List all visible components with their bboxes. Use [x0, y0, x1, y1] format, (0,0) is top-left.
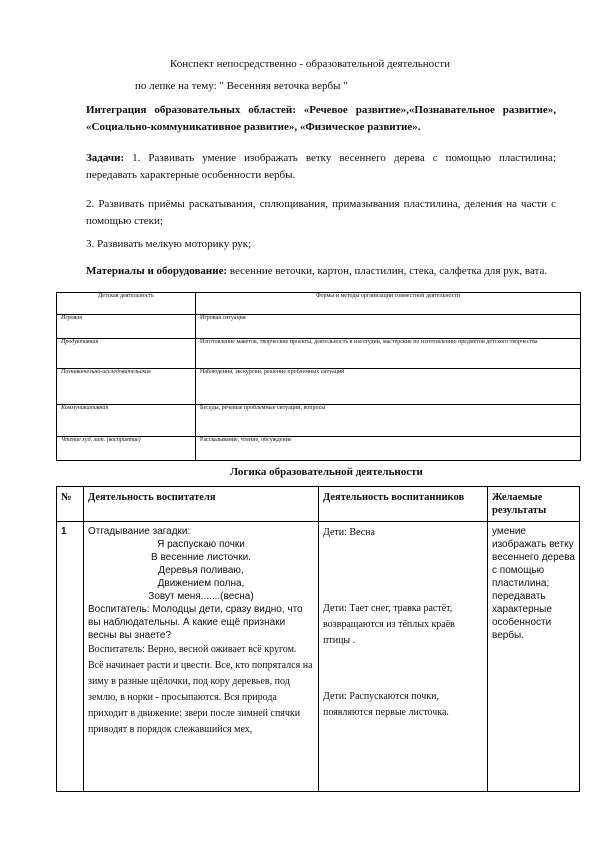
activity-type: Познавательно-исследовательская [57, 369, 196, 405]
header-line-2: по лепке на тему: " Весенняя веточка вербы " [135, 80, 348, 92]
activity-forms-table [56, 292, 581, 461]
task-2-paragraph: 2. Развивать приёмы раскатывания, сплющивания, примазывания пластилина, деления на части с помощью стеки; [86, 198, 556, 227]
teacher-question: Воспитатель: Молодцы дети, сразу видно, что вы наблюдательны. А какие ещё признаки весны вы знаете? [88, 604, 303, 641]
riddle-line: Зовут меня.......(весна) [148, 591, 254, 602]
table-row [57, 315, 581, 339]
integration-paragraph [86, 102, 556, 136]
activity-type: Чтение худ. лит. (восприятие) [57, 437, 196, 461]
riddle-line: В весенние листочки. [151, 552, 251, 563]
activity-header-forms: Формы и методы организации совместной деятельности [196, 293, 581, 315]
children-answer-2: Дети: Тает снег, травка растёт, возвращаются из тёплых краёв птицы . [323, 603, 455, 646]
logic-header-teacher: Деятельность воспитателя [84, 487, 319, 522]
activity-forms: Рассказывание, чтение, обсуждение [196, 437, 581, 461]
children-answer-1: Дети: Весна [323, 527, 375, 538]
activity-forms: Игровая ситуация [196, 315, 581, 339]
riddle-line: Я распускаю почки [157, 539, 245, 550]
teacher-answer: Воспитатель: Верно, весной оживает всё кругом. Всё начинает расти и цвести. Все, кто попрятался на зиму в разные щёлочки, под кору деревьев, под землю, в норки - просыпаются. Вся природа приходит в движение: звери после зимней спячки приводят в порядок слежавшийся мех, [88, 644, 313, 735]
children-answer-3: Дети: Распускаются почки, появляются первые листочка. [323, 691, 449, 718]
desired-results-cell: умение изображать ветку весеннего дерева с помощью пластилина; передавать характерные особенности вербы. [488, 522, 580, 792]
activity-type: Продуктивная [57, 339, 196, 369]
task-3-paragraph: 3. Развивать мелкую моторику рук; [86, 238, 252, 250]
integration-text: «Речевое развитие»,«Познавательное развитие», «Социально-коммуникативное развитие», «Физическое развитие». [86, 104, 556, 133]
riddle-line: Движением полна, [157, 578, 245, 589]
teacher-activity-cell [84, 522, 319, 792]
table-row [57, 369, 581, 405]
logic-row-num: 1 [57, 522, 84, 792]
logic-header-children: Деятельность воспитанников [319, 487, 488, 522]
table-row [57, 437, 581, 461]
activity-table-header [57, 293, 581, 315]
logic-table-header [57, 487, 580, 522]
activity-header-type: Детская деятельность [57, 293, 196, 315]
children-activity-cell [319, 522, 488, 792]
logic-header-results: Желаемые результаты [488, 487, 580, 522]
table-row [57, 405, 581, 437]
logic-header-num: № [57, 487, 84, 522]
activity-forms: Наблюдения, экскурсии, решение проблемных ситуаций [196, 369, 581, 405]
materials-paragraph [86, 263, 556, 280]
header-line-1: Конспект непосредственно - образовательной деятельности [170, 58, 450, 70]
teacher-intro: Отгадывание загадки: [88, 526, 191, 537]
task-1-paragraph [86, 150, 556, 184]
activity-type: Коммуникативная [57, 405, 196, 437]
integration-label: Интеграция образовательных областей: [86, 104, 296, 116]
tasks-label: Задачи: [86, 152, 125, 164]
riddle-line: Деревья поливаю, [158, 565, 244, 576]
table-row [57, 522, 580, 792]
activity-type: Игровая [57, 315, 196, 339]
materials-label: Материалы и оборудование: [86, 265, 228, 277]
logic-title: Логика образовательной деятельности [230, 466, 423, 478]
activity-forms: Изготовление макетов, творческие проекты, деятельность в изостудии, мастерские по изготовлению предметов детского творчества [196, 339, 581, 369]
activity-forms: Беседы, речевые проблемные ситуации, вопросы [196, 405, 581, 437]
task-1-text: 1. Развивать умение изображать ветку весеннего дерева с помощью пластилина; передавать характерные особенности вербы. [86, 152, 556, 181]
table-row [57, 339, 581, 369]
logic-table [56, 486, 580, 792]
materials-text: весенние веточки, картон, пластилин, стека, салфетка для рук, вата. [227, 265, 548, 277]
